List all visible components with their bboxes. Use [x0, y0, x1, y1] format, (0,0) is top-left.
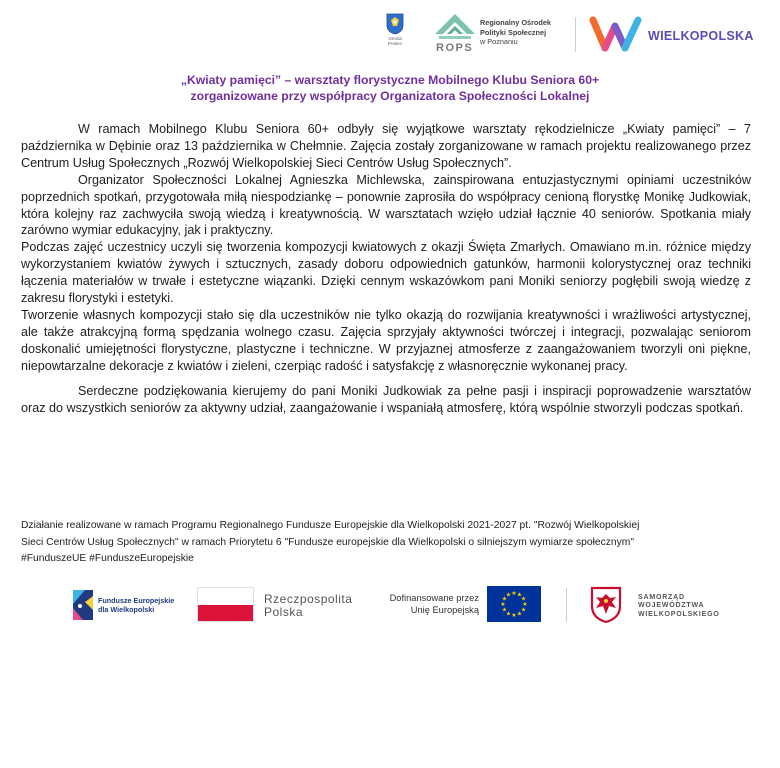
rp-text-2: Polska: [264, 605, 304, 619]
footer-logos: [0, 583, 780, 633]
eu-star-icon: ★: [511, 591, 517, 597]
sw-text-2: WOJEWÓDZTWA: [638, 602, 705, 610]
eu-star-icon: ★: [505, 611, 512, 618]
fundusze-europejskie-icon: [71, 588, 95, 622]
paragraph-4: Tworzenie własnych kompozycji stało się dla uczestników nie tylko okazją do rozwijania kreatywności i wrażliwości artystycznej, ale także atrakcyjną formą spędzania wolnego czasu. Zajęcia sprzyjały aktywności twórczej i integracji, pozwalając seniorom doskonalić umiejętności florystyczne, plastyczne i techniczne. W przyjaznej atmosferze z zaangażowaniem tworzyli oni piękne, niepowtarzalne dekoracje z kwiatów i zieleni, czerpiąc radość i satysfakcję z własnoręcznie wykonanej pracy.: [21, 307, 751, 373]
eu-star-icon: ★: [501, 596, 508, 603]
paragraph-3: Podczas zajęć uczestnicy uczyli się tworzenia kompozycji kwiatowych z okazji Święta Zmarłych. Omawiano m.in. różnice między wykorzystaniem kwiatów żywych i sztucznych, zasady doboru odpowiednich gatunków, harmonii kolorystycznej oraz techniki łączenia materiałów w trwałe i estetyczne wiązanki. Dzięki cennym wskazówkom pani Moniki seniorzy pogłębili swoją wiedzę z zakresu florystyki i estetyki.: [21, 240, 751, 306]
header-logos: [0, 10, 780, 60]
ue-text-1: Dofinansowane przez: [389, 593, 479, 603]
gmina-poniec-logo: [383, 13, 407, 46]
eu-star-icon: ★: [505, 592, 512, 599]
rops-logo: [433, 12, 563, 54]
eu-star-icon: ★: [511, 613, 517, 619]
ue-text-2: Unię Europejską: [410, 604, 479, 615]
eu-flag-icon: [487, 586, 541, 622]
sw-text-1: SAMORZĄD: [638, 594, 685, 601]
fundusze-europejskie-text: [98, 597, 208, 614]
rops-acronym: ROPS: [436, 42, 474, 54]
gmina-caption-1: Gmina: [388, 36, 402, 41]
eu-star-icon: ★: [516, 592, 523, 599]
header-divider: [575, 17, 576, 52]
sw-text-3: WIELKOPOLSKIEGO: [638, 610, 720, 618]
eu-star-icon: ★: [520, 596, 527, 603]
wielkopolska-text: WIELKOPOLSKA: [648, 29, 754, 43]
rops-name: [480, 18, 551, 47]
rops-mark-icon: [433, 12, 477, 42]
eu-star-icon: ★: [520, 607, 527, 614]
footer-divider: [566, 588, 567, 622]
polish-flag-icon: [197, 587, 254, 622]
eu-star-icon: ★: [501, 607, 508, 614]
paragraph-1: W ramach Mobilnego Klubu Seniora 60+ odbyły się wyjątkowe warsztaty rękodzielnicze „Kwiaty pamięci” – 7 października w Dębinie oraz 13 października w Chełmnie. Zajęcia zostały zorganizowane w ramach projektu realizowanego przez Centrum Usług Społecznych „Rozwój Wielkopolskiej Sieci Centrów Usług Społecznych”.: [21, 122, 751, 170]
eu-star-icon: ★: [500, 602, 506, 608]
funding-note: [21, 518, 766, 568]
title-line-1: „Kwiaty pamięci” – warsztaty florystyczne Mobilnego Klubu Seniora 60+: [180, 73, 600, 87]
fe-text-1: Fundusze Europejskie: [98, 596, 175, 605]
rp-text-1: Rzeczpospolita: [264, 592, 353, 606]
title-line-2: zorganizowane przy współpracy Organizatora Społeczności Lokalnej: [190, 89, 590, 103]
eu-funding-text: [379, 593, 479, 616]
article-title: [0, 72, 780, 104]
gmina-caption-2: Poniec: [388, 41, 402, 46]
gmina-crest-icon: [386, 13, 404, 35]
article-body: [21, 121, 751, 416]
eu-star-icon: ★: [516, 611, 523, 618]
fe-text-2: dla Wielkopolski: [98, 604, 155, 614]
samorzad-text: [638, 594, 720, 619]
funding-note-line-2: Sieci Centrów Usług Społecznych" w ramach Priorytetu 6 "Fundusze europejskie dla Wielkopolski o silniejszym wymiarze społecznym": [21, 536, 634, 548]
eu-star-icon: ★: [522, 602, 528, 608]
paragraph-5: Serdeczne podziękowania kierujemy do pani Moniki Judkowiak za pełne pasji i inspiracji poprowadzenie warsztatów oraz do wszystkich seniorów za aktywny udział, zaangażowanie i wspaniałą atmosferę, którą wspólnie stworzyli podczas spotkań.: [21, 383, 751, 415]
wielkopolska-logo: [589, 14, 754, 56]
rops-line-1: Regionalny Ośrodek: [480, 18, 551, 27]
funding-note-hashtags: #FunduszeUE #FunduszeEuropejskie: [21, 553, 194, 564]
wielkopolska-w-icon: [589, 14, 643, 54]
samorzad-crest-icon: [590, 586, 622, 629]
paragraph-2: Organizator Społeczności Lokalnej Agnieszka Michlewska, zainspirowana entuzjastycznymi opiniami uczestników poprzednich spotkań, przygotowała miłą niespodziankę – ponownie zaprosiła do współpracy cenioną florystkę Monikę Judkowiak, która kolejny raz zachwyciła swoją wiedzą i kreatywnością. W warsztatach wzięło udział łącznie 40 seniorów. Spotkania miały zarówno wymiar edukacyjny, jak i praktyczny.: [21, 172, 751, 238]
funding-note-line-1: Działanie realizowane w ramach Programu Regionalnego Fundusze Europejskie dla Wielkopolski 2021-2027 pt. "Rozwój Wielkopolskiej: [21, 520, 640, 531]
eu-stars-icon: [487, 586, 541, 622]
rzeczpospolita-polska-text: [264, 593, 352, 619]
rops-city: w Poznaniu: [480, 37, 518, 46]
flag-white-band: [198, 588, 253, 605]
flag-red-band: [198, 605, 253, 622]
rops-line-2: Polityki Społecznej: [480, 27, 547, 37]
